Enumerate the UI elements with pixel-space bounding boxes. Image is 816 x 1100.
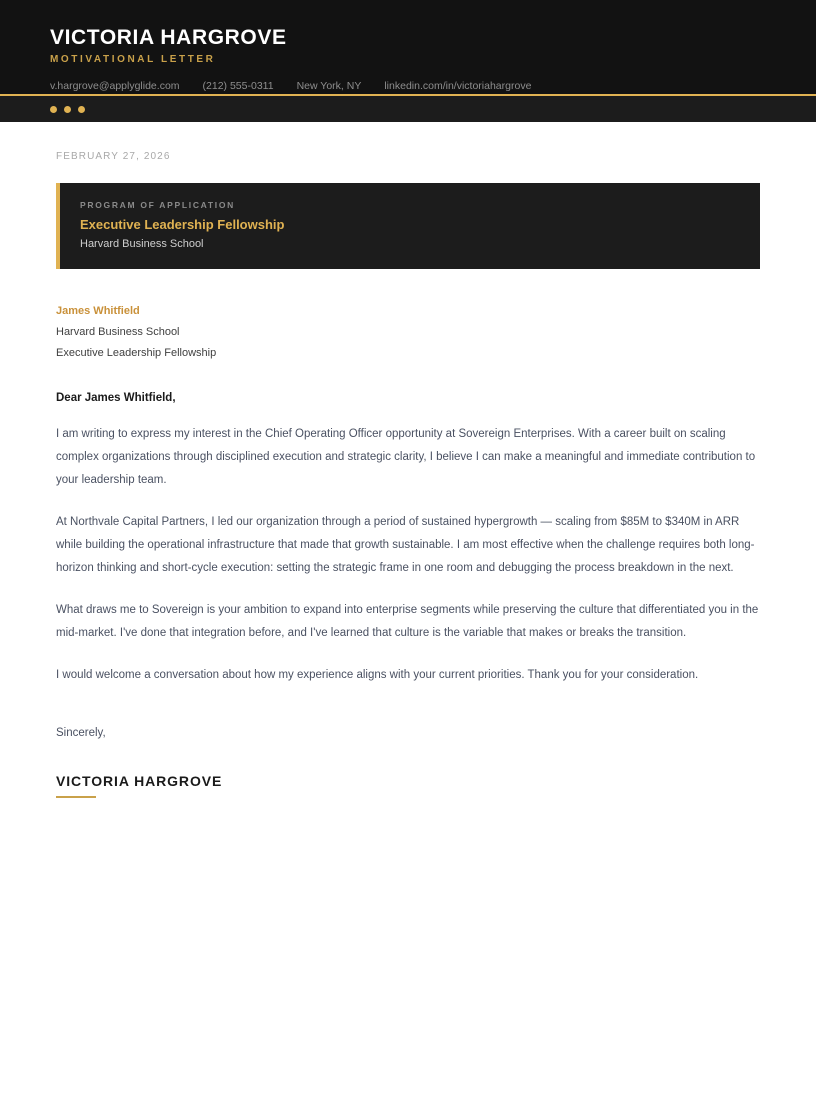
contact-phone[interactable]: (212) 555-0311 [202,80,274,93]
accent-dot-icon [50,106,57,113]
contact-email[interactable]: v.hargrove@applyglide.com [50,80,180,93]
program-callout [56,183,760,269]
letter-body [0,151,816,798]
accent-dot-icon [78,106,85,113]
signature-block [56,773,760,798]
salutation: Dear James Whitfield, [56,392,176,404]
body-paragraph: What draws me to Sovereign is your ambition to expand into enterprise segments while preserving the culture that differentiated you in the mid-market. I've done that integration before, and I've learned that culture is the variable that makes or breaks the transition. [56,604,759,639]
recipient-organization: Harvard Business School [56,326,180,338]
program-title: Executive Leadership Fellowship [80,217,285,232]
contact-linkedin[interactable]: linkedin.com/in/victoriahargrove [384,80,532,93]
program-organization: Harvard Business School [80,238,204,250]
recipient-block [56,301,760,364]
contact-location: New York, NY [296,80,362,93]
header-name: VICTORIA HARGROVE [50,26,287,49]
accent-dot-icon [64,106,71,113]
body-paragraph: At Northvale Capital Partners, I led our organization through a period of sustained hypergrowth — scaling from $85M to $340M in ARR while building the operational infrastructure that made that growth sustainable. I am most effective when the challenge requires both long-horizon thinking and short-cycle execution: setting the strategic frame in one room and debugging the process breakdown in the next. [56,516,755,574]
signature-underline [56,796,96,798]
body-paragraph: I would welcome a conversation about how my experience aligns with your current priorities. Thank you for your consideration. [56,669,699,681]
recipient-program: Executive Leadership Fellowship [56,347,217,359]
contact-line [50,80,766,92]
signoff: Sincerely, [56,727,106,739]
signature-name: VICTORIA HARGROVE [56,773,223,789]
recipient-name: James Whitfield [56,305,140,317]
program-label: PROGRAM OF APPLICATION [80,200,235,210]
body-paragraph: I am writing to express my interest in the Chief Operating Officer opportunity at Sovereign Enterprises. With a career built on scaling complex organizations through disciplined execution and strategic clarity, I believe I can make a meaningful and immediate contribution to your leadership team. [56,428,756,486]
letter-date: FEBRUARY 27, 2026 [56,151,171,162]
letter-header [0,0,816,94]
header-subtitle: MOTIVATIONAL LETTER [50,54,216,66]
accent-dots-strip [0,96,816,122]
